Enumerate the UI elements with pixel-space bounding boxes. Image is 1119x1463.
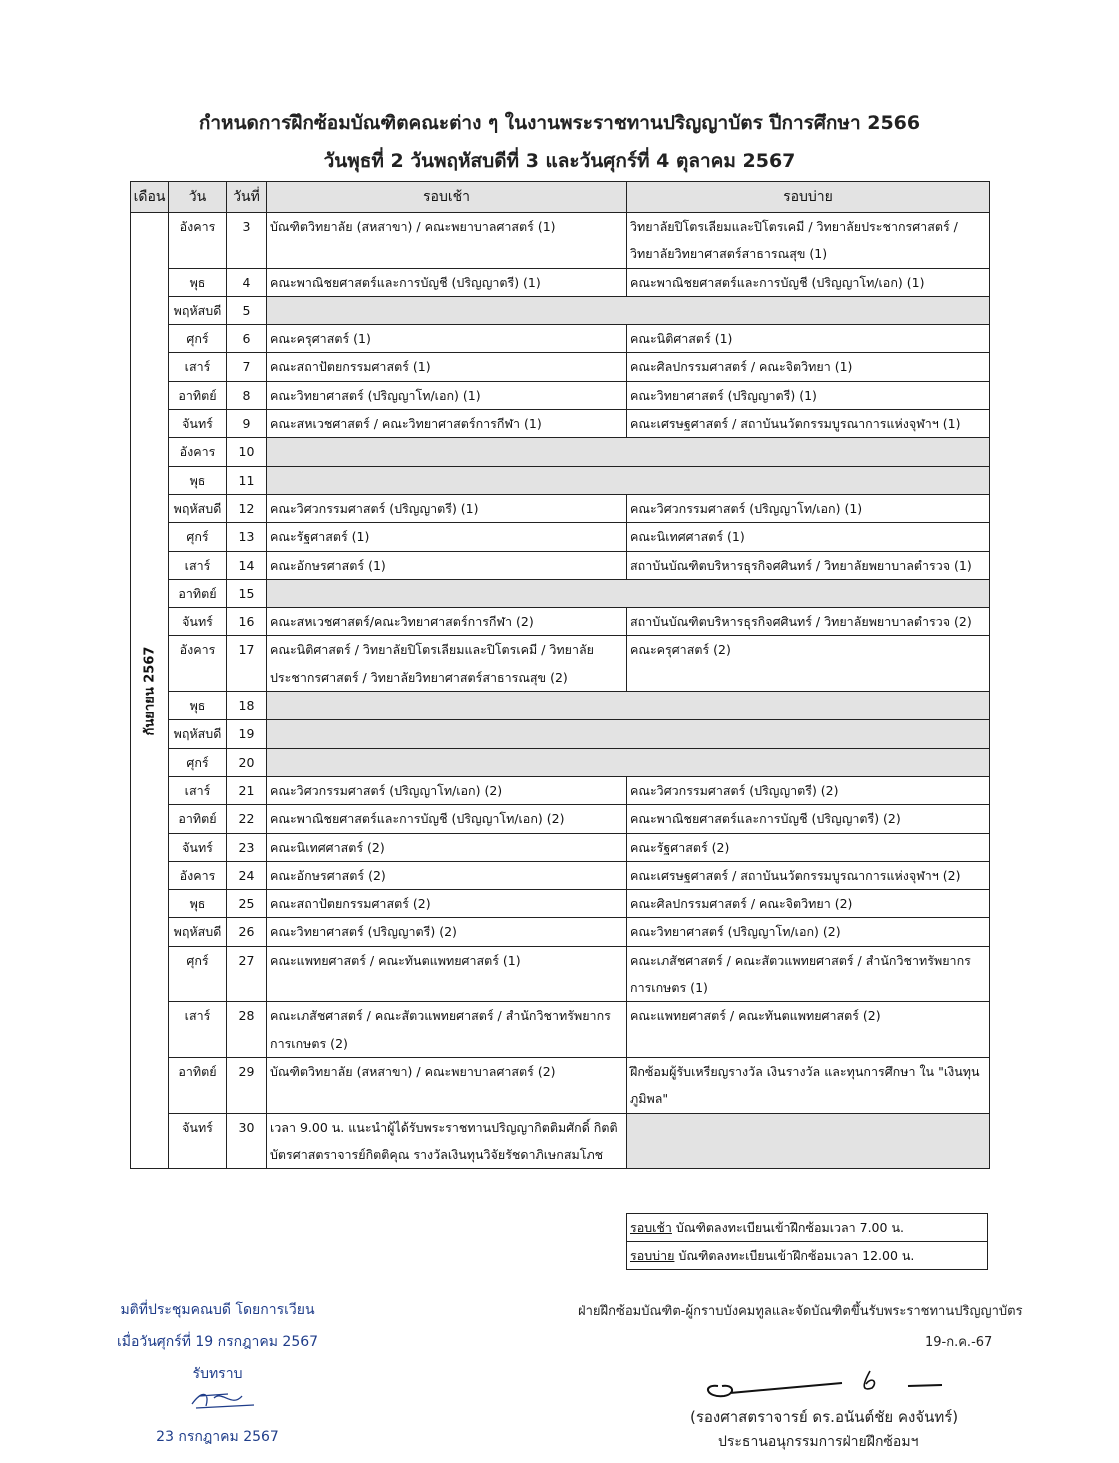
- signer-name: (รองศาสตราจารย์ ดร.อนันต์ชัย คงจันทร์): [690, 1408, 959, 1426]
- day-cell: จันทร์: [169, 608, 227, 636]
- table-row: [131, 692, 990, 720]
- day-cell: ศุกร์: [169, 748, 227, 776]
- day-cell: อังคาร: [169, 213, 227, 269]
- day-cell: เสาร์: [169, 551, 227, 579]
- date-cell: 28: [227, 1002, 267, 1058]
- signer-position: ประธานอนุกรรมการฝ่ายฝึกซ้อมฯ: [718, 1434, 919, 1450]
- date-cell: 20: [227, 748, 267, 776]
- legend-afternoon: [627, 1242, 988, 1270]
- afternoon-session-cell: คณะรัฐศาสตร์ (2): [627, 833, 990, 861]
- day-cell: เสาร์: [169, 776, 227, 804]
- afternoon-session-cell: คณะเศรษฐศาสตร์ / สถาบันนวัตกรรมบูรณาการแห่งจุฬาฯ (2): [627, 861, 990, 889]
- day-cell: จันทร์: [169, 1113, 227, 1169]
- table-row: [131, 494, 990, 522]
- month-label: กันยายน 2567: [141, 646, 157, 735]
- schedule-table: [130, 181, 990, 1169]
- header-date: วันที่: [227, 182, 267, 213]
- table-row: [131, 918, 990, 946]
- day-cell: อังคาร: [169, 636, 227, 692]
- table-row: [131, 720, 990, 748]
- document-subtitle: วันพุธที่ 2 วันพฤหัสบดีที่ 3 และวันศุกร์ที่ 4 ตุลาคม 2567: [323, 150, 796, 172]
- morning-session-cell: คณะอักษรศาสตร์ (2): [267, 861, 627, 889]
- date-cell: 25: [227, 890, 267, 918]
- initials-signature: [188, 1386, 260, 1412]
- legend-morning-label: รอบเช้า: [630, 1219, 672, 1235]
- table-row: [131, 861, 990, 889]
- date-cell: 22: [227, 805, 267, 833]
- date-cell: 8: [227, 381, 267, 409]
- morning-session-cell: คณะสถาปัตยกรรมศาสตร์ (2): [267, 890, 627, 918]
- header-day: วัน: [169, 182, 227, 213]
- morning-session-cell: คณะสหเวชศาสตร์ / คณะวิทยาศาสตร์การกีฬา (1): [267, 410, 627, 438]
- day-cell: อาทิตย์: [169, 579, 227, 607]
- day-cell: พฤหัสบดี: [169, 720, 227, 748]
- resolution-date: เมื่อวันศุกร์ที่ 19 กรกฎาคม 2567: [116, 1334, 319, 1350]
- morning-session-cell: คณะครุศาสตร์ (1): [267, 325, 627, 353]
- date-cell: 7: [227, 353, 267, 381]
- day-cell: ศุกร์: [169, 946, 227, 1002]
- date-cell: 27: [227, 946, 267, 1002]
- afternoon-session-cell: คณะแพทยศาสตร์ / คณะทันตแพทยศาสตร์ (2): [627, 1002, 990, 1058]
- table-row: [131, 325, 990, 353]
- date-cell: 29: [227, 1057, 267, 1113]
- table-row: [131, 608, 990, 636]
- acknowledged-text: รับทราบ: [192, 1366, 243, 1382]
- date-cell: 5: [227, 296, 267, 324]
- table-row: [131, 551, 990, 579]
- day-cell: พุธ: [169, 268, 227, 296]
- table-header-row: [131, 182, 990, 213]
- date-cell: 21: [227, 776, 267, 804]
- morning-session-cell: บัณฑิตวิทยาลัย (สหสาขา) / คณะพยาบาลศาสตร์ (2): [267, 1057, 627, 1113]
- schedule-body: [131, 213, 990, 1169]
- day-cell: จันทร์: [169, 833, 227, 861]
- afternoon-session-cell: คณะพาณิชยศาสตร์และการบัญชี (ปริญญาโท/เอก) (1): [627, 268, 990, 296]
- morning-session-cell: คณะวิทยาศาสตร์ (ปริญญาโท/เอก) (1): [267, 381, 627, 409]
- table-row: [131, 890, 990, 918]
- date-cell: 16: [227, 608, 267, 636]
- afternoon-session-cell: คณะวิทยาศาสตร์ (ปริญญาโท/เอก) (2): [627, 918, 990, 946]
- legend-morning: [627, 1214, 988, 1242]
- day-cell: อังคาร: [169, 438, 227, 466]
- date-cell: 3: [227, 213, 267, 269]
- day-cell: ศุกร์: [169, 325, 227, 353]
- morning-session-cell: คณะเภสัชศาสตร์ / คณะสัตวแพทยศาสตร์ / สำนักวิชาทรัพยากรการเกษตร (2): [267, 1002, 627, 1058]
- day-cell: ศุกร์: [169, 523, 227, 551]
- blank-session-cell: [267, 720, 990, 748]
- table-row: [131, 748, 990, 776]
- day-cell: พุธ: [169, 692, 227, 720]
- legend-afternoon-text: บัณฑิตลงทะเบียนเข้าฝึกซ้อมเวลา 12.00 น.: [674, 1247, 915, 1263]
- table-row: [131, 805, 990, 833]
- table-row: [131, 268, 990, 296]
- date-cell: 12: [227, 494, 267, 522]
- afternoon-session-cell: วิทยาลัยปิโตรเลียมและปิโตรเคมี / วิทยาลัยประชากรศาสตร์ / วิทยาลัยวิทยาศาสตร์สาธารณสุข (1): [627, 213, 990, 269]
- date-cell: 9: [227, 410, 267, 438]
- session-legend: [626, 1213, 988, 1270]
- afternoon-session-cell: คณะนิติศาสตร์ (1): [627, 325, 990, 353]
- table-row: [131, 381, 990, 409]
- legend-morning-text: บัณฑิตลงทะเบียนเข้าฝึกซ้อมเวลา 7.00 น.: [671, 1219, 904, 1235]
- date-cell: 4: [227, 268, 267, 296]
- day-cell: พฤหัสบดี: [169, 918, 227, 946]
- morning-session-cell: คณะนิติศาสตร์ / วิทยาลัยปิโตรเลียมและปิโตรเคมี / วิทยาลัยประชากรศาสตร์ / วิทยาลัยวิทยาศาสตร์สาธารณสุข (2): [267, 636, 627, 692]
- table-row: [131, 833, 990, 861]
- date-cell: 10: [227, 438, 267, 466]
- document-title: กำหนดการฝึกซ้อมบัณฑิตคณะต่าง ๆ ในงานพระราชทานปริญญาบัตร ปีการศึกษา 2566: [198, 112, 921, 134]
- date-cell: 17: [227, 636, 267, 692]
- morning-session-cell: คณะพาณิชยศาสตร์และการบัญชี (ปริญญาโท/เอก) (2): [267, 805, 627, 833]
- day-cell: อาทิตย์: [169, 381, 227, 409]
- afternoon-session-cell: [627, 1113, 990, 1169]
- table-row: [131, 410, 990, 438]
- date-cell: 15: [227, 579, 267, 607]
- day-cell: พุธ: [169, 466, 227, 494]
- day-cell: เสาร์: [169, 353, 227, 381]
- month-cell: [131, 213, 169, 1169]
- blank-session-cell: [267, 692, 990, 720]
- afternoon-session-cell: คณะเศรษฐศาสตร์ / สถาบันนวัตกรรมบูรณาการแห่งจุฬาฯ (1): [627, 410, 990, 438]
- afternoon-session-cell: สถาบันบัณฑิตบริหารธุรกิจศศินทร์ / วิทยาลัยพยาบาลตำรวจ (2): [627, 608, 990, 636]
- date-cell: 26: [227, 918, 267, 946]
- afternoon-session-cell: คณะศิลปกรรมศาสตร์ / คณะจิตวิทยา (1): [627, 353, 990, 381]
- date-cell: 19: [227, 720, 267, 748]
- afternoon-session-cell: คณะวิศวกรรมศาสตร์ (ปริญญาโท/เอก) (1): [627, 494, 990, 522]
- afternoon-session-cell: คณะพาณิชยศาสตร์และการบัญชี (ปริญญาตรี) (2): [627, 805, 990, 833]
- morning-session-cell: คณะสถาปัตยกรรมศาสตร์ (1): [267, 353, 627, 381]
- date-cell: 30: [227, 1113, 267, 1169]
- day-cell: พฤหัสบดี: [169, 494, 227, 522]
- department-name: ฝ่ายฝึกซ้อมบัณฑิต-ผู้กราบบังคมทูลและจัดบัณฑิตขึ้นรับพระราชทานปริญญาบัตร: [578, 1304, 1023, 1319]
- morning-session-cell: คณะนิเทศศาสตร์ (2): [267, 833, 627, 861]
- acknowledged-date: 23 กรกฎาคม 2567: [156, 1429, 279, 1445]
- afternoon-session-cell: ฝึกซ้อมผู้รับเหรียญรางวัล เงินรางวัล และทุนการศึกษา ใน "เงินทุนภูมิพล": [627, 1057, 990, 1113]
- table-row: [131, 296, 990, 324]
- table-row: [131, 776, 990, 804]
- day-cell: พุธ: [169, 890, 227, 918]
- day-cell: พฤหัสบดี: [169, 296, 227, 324]
- resolution-note: มติที่ประชุมคณบดี โดยการเวียน: [120, 1302, 315, 1318]
- afternoon-session-cell: สถาบันบัณฑิตบริหารธุรกิจศศินทร์ / วิทยาลัยพยาบาลตำรวจ (1): [627, 551, 990, 579]
- header-afternoon: รอบบ่าย: [627, 182, 990, 213]
- table-row: [131, 353, 990, 381]
- chair-signature: [700, 1366, 950, 1406]
- header-morning: รอบเช้า: [267, 182, 627, 213]
- morning-session-cell: คณะวิศวกรรมศาสตร์ (ปริญญาตรี) (1): [267, 494, 627, 522]
- afternoon-session-cell: คณะศิลปกรรมศาสตร์ / คณะจิตวิทยา (2): [627, 890, 990, 918]
- date-cell: 11: [227, 466, 267, 494]
- date-cell: 13: [227, 523, 267, 551]
- table-row: [131, 579, 990, 607]
- blank-session-cell: [267, 579, 990, 607]
- date-cell: 24: [227, 861, 267, 889]
- blank-session-cell: [267, 296, 990, 324]
- table-row: [131, 438, 990, 466]
- morning-session-cell: คณะอักษรศาสตร์ (1): [267, 551, 627, 579]
- afternoon-session-cell: คณะเภสัชศาสตร์ / คณะสัตวแพทยศาสตร์ / สำนักวิชาทรัพยากรการเกษตร (1): [627, 946, 990, 1002]
- date-cell: 23: [227, 833, 267, 861]
- morning-session-cell: คณะพาณิชยศาสตร์และการบัญชี (ปริญญาตรี) (1): [267, 268, 627, 296]
- day-cell: เสาร์: [169, 1002, 227, 1058]
- afternoon-session-cell: คณะนิเทศศาสตร์ (1): [627, 523, 990, 551]
- morning-session-cell: คณะรัฐศาสตร์ (1): [267, 523, 627, 551]
- blank-session-cell: [267, 466, 990, 494]
- day-cell: อังคาร: [169, 861, 227, 889]
- blank-session-cell: [267, 748, 990, 776]
- day-cell: อาทิตย์: [169, 805, 227, 833]
- morning-session-cell: คณะวิทยาศาสตร์ (ปริญญาตรี) (2): [267, 918, 627, 946]
- table-row: [131, 523, 990, 551]
- morning-session-cell: คณะวิศวกรรมศาสตร์ (ปริญญาโท/เอก) (2): [267, 776, 627, 804]
- legend-afternoon-label: รอบบ่าย: [630, 1247, 675, 1263]
- morning-session-cell: เวลา 9.00 น. แนะนำผู้ได้รับพระราชทานปริญญากิตติมศักดิ์ กิตติบัตรศาสตราจารย์กิตติคุณ รางวัลเงินทุนวิจัยรัชดาภิเษกสมโภช: [267, 1113, 627, 1169]
- document-date: 19-ก.ค.-67: [925, 1335, 993, 1350]
- afternoon-session-cell: คณะครุศาสตร์ (2): [627, 636, 990, 692]
- morning-session-cell: คณะสหเวชศาสตร์/คณะวิทยาศาสตร์การกีฬา (2): [267, 608, 627, 636]
- date-cell: 14: [227, 551, 267, 579]
- morning-session-cell: คณะแพทยศาสตร์ / คณะทันตแพทยศาสตร์ (1): [267, 946, 627, 1002]
- morning-session-cell: บัณฑิตวิทยาลัย (สหสาขา) / คณะพยาบาลศาสตร์ (1): [267, 213, 627, 269]
- afternoon-session-cell: คณะวิศวกรรมศาสตร์ (ปริญญาตรี) (2): [627, 776, 990, 804]
- afternoon-session-cell: คณะวิทยาศาสตร์ (ปริญญาตรี) (1): [627, 381, 990, 409]
- date-cell: 18: [227, 692, 267, 720]
- day-cell: อาทิตย์: [169, 1057, 227, 1113]
- date-cell: 6: [227, 325, 267, 353]
- header-month: เดือน: [131, 182, 169, 213]
- table-row: [131, 466, 990, 494]
- day-cell: จันทร์: [169, 410, 227, 438]
- blank-session-cell: [267, 438, 990, 466]
